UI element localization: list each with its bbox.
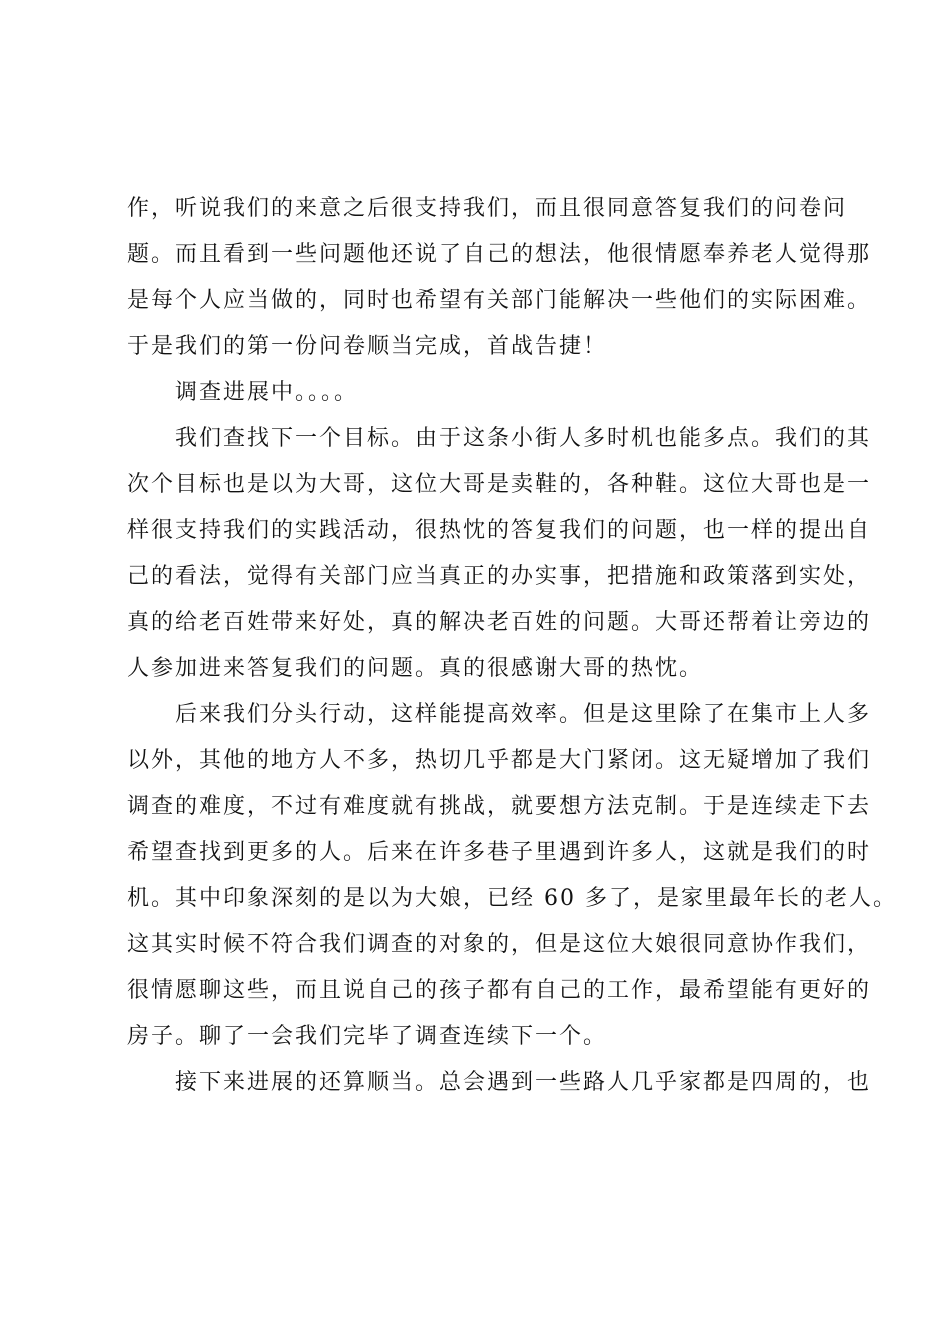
text-line: 接下来进展的还算顺当。总会遇到一些路人几乎家都是四周的，也	[127, 1070, 872, 1095]
text-line: 人参加进来答复我们的问题。真的很感谢大哥的热忱。	[127, 656, 704, 681]
text-line: 后来我们分头行动，这样能提高效率。但是这里除了在集市上人多	[127, 702, 872, 727]
text-line: 以外，其他的地方人不多，热切几乎都是大门紧闭。这无疑增加了我们	[127, 748, 872, 773]
text-line: 题。而且看到一些问题他还说了自己的想法，他很情愿奉养老人觉得那	[127, 242, 872, 267]
body-text	[127, 186, 897, 1106]
text-line: 希望查找到更多的人。后来在许多巷子里遇到许多人，这就是我们的时	[127, 840, 872, 865]
text-line: 我们查找下一个目标。由于这条小街人多时机也能多点。我们的其	[127, 426, 872, 451]
text-line: 很情愿聊这些，而且说自己的孩子都有自己的工作，最希望能有更好的	[127, 978, 872, 1003]
text-line: 于是我们的第一份问卷顺当完成，首战告捷！	[127, 334, 608, 359]
text-line: 己的看法，觉得有关部门应当真正的办实事，把措施和政策落到实处，	[127, 564, 872, 589]
text-line: 调查的难度，不过有难度就有挑战，就要想方法克制。于是连续走下去	[127, 794, 872, 819]
text-line: 是每个人应当做的，同时也希望有关部门能解决一些他们的实际困难。	[127, 288, 872, 313]
text-line: 房子。聊了一会我们完毕了调查连续下一个。	[127, 1024, 608, 1049]
text-line: 真的给老百姓带来好处，真的解决老百姓的问题。大哥还帮着让旁边的	[127, 610, 872, 635]
text-line: 作，听说我们的来意之后很支持我们，而且很同意答复我们的问卷问	[127, 196, 848, 221]
text-line: 次个目标也是以为大哥，这位大哥是卖鞋的，各种鞋。这位大哥也是一	[127, 472, 872, 497]
text-line: 这其实时候不符合我们调查的对象的，但是这位大娘很同意协作我们，	[127, 932, 872, 957]
text-line: 机。其中印象深刻的是以为大娘，已经 60 多了，是家里最年长的老人。	[127, 886, 897, 911]
text-line: 调查进展中。。。。	[127, 380, 359, 405]
text-line: 样很支持我们的实践活动，很热忱的答复我们的问题，也一样的提出自	[127, 518, 872, 543]
